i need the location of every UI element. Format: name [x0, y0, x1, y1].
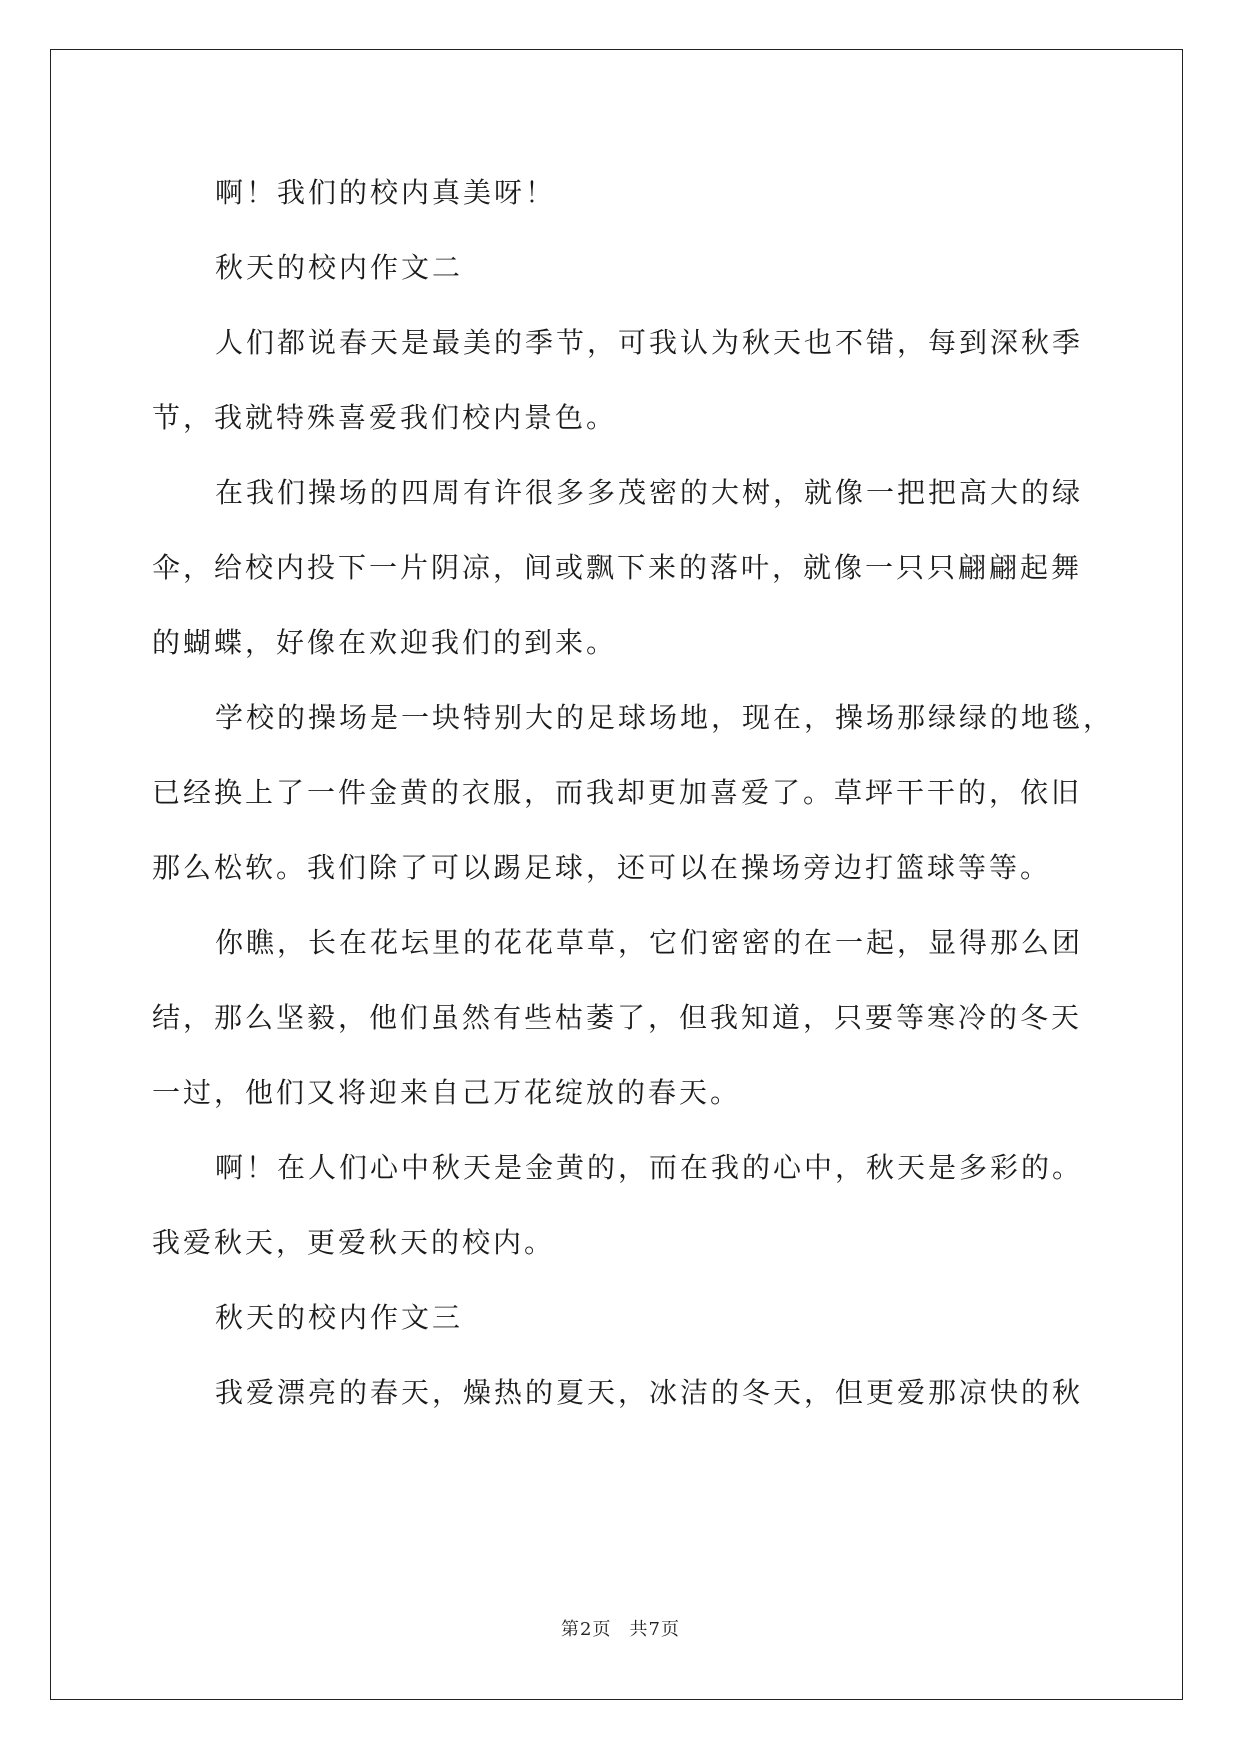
text-line: 我爱漂亮的春天，燥热的夏天，冰洁的冬天，但更爱那凉快的秋: [215, 1376, 1084, 1409]
document-body: [152, 155, 1115, 1430]
page-number: 第2页: [561, 1619, 612, 1640]
text-line: 在我们操场的四周有许很多多茂密的大树，就像一把把高大的绿: [215, 476, 1084, 509]
text-line: 我爱秋天，更爱秋天的校内。: [152, 1226, 556, 1259]
text-line: 一过，他们又将迎来自己万花绽放的春天。: [152, 1076, 742, 1109]
text-line: 你瞧，长在花坛里的花花草草，它们密密的在一起，显得那么团: [215, 926, 1084, 959]
section-heading: 秋天的校内作文三: [215, 1301, 464, 1334]
text-line: 啊！我们的校内真美呀！: [215, 176, 557, 209]
text-line: 伞，给校内投下一片阴凉，间或飘下来的落叶，就像一只只翩翩起舞: [152, 551, 1083, 584]
page-total: 共7页: [629, 1619, 680, 1640]
text-line: 节，我就特殊喜爱我们校内景色。: [152, 401, 618, 434]
text-line: 人们都说春天是最美的季节，可我认为秋天也不错，每到深秋季: [215, 326, 1084, 359]
text-line: 学校的操场是一块特别大的足球场地，现在，操场那绿绿的地毯，: [215, 701, 1115, 734]
text-line: 那么松软。我们除了可以踢足球，还可以在操场旁边打篮球等等。: [152, 851, 1052, 884]
page-footer: [0, 1615, 1241, 1641]
section-heading: 秋天的校内作文二: [215, 251, 464, 284]
text-line: 已经换上了一件金黄的衣服，而我却更加喜爱了。草坪干干的，依旧: [152, 776, 1083, 809]
text-line: 的蝴蝶，好像在欢迎我们的到来。: [152, 626, 618, 659]
text-line: 结，那么坚毅，他们虽然有些枯萎了，但我知道，只要等寒冷的冬天: [152, 1001, 1083, 1034]
text-line: 啊！在人们心中秋天是金黄的，而在我的心中，秋天是多彩的。: [215, 1151, 1084, 1184]
